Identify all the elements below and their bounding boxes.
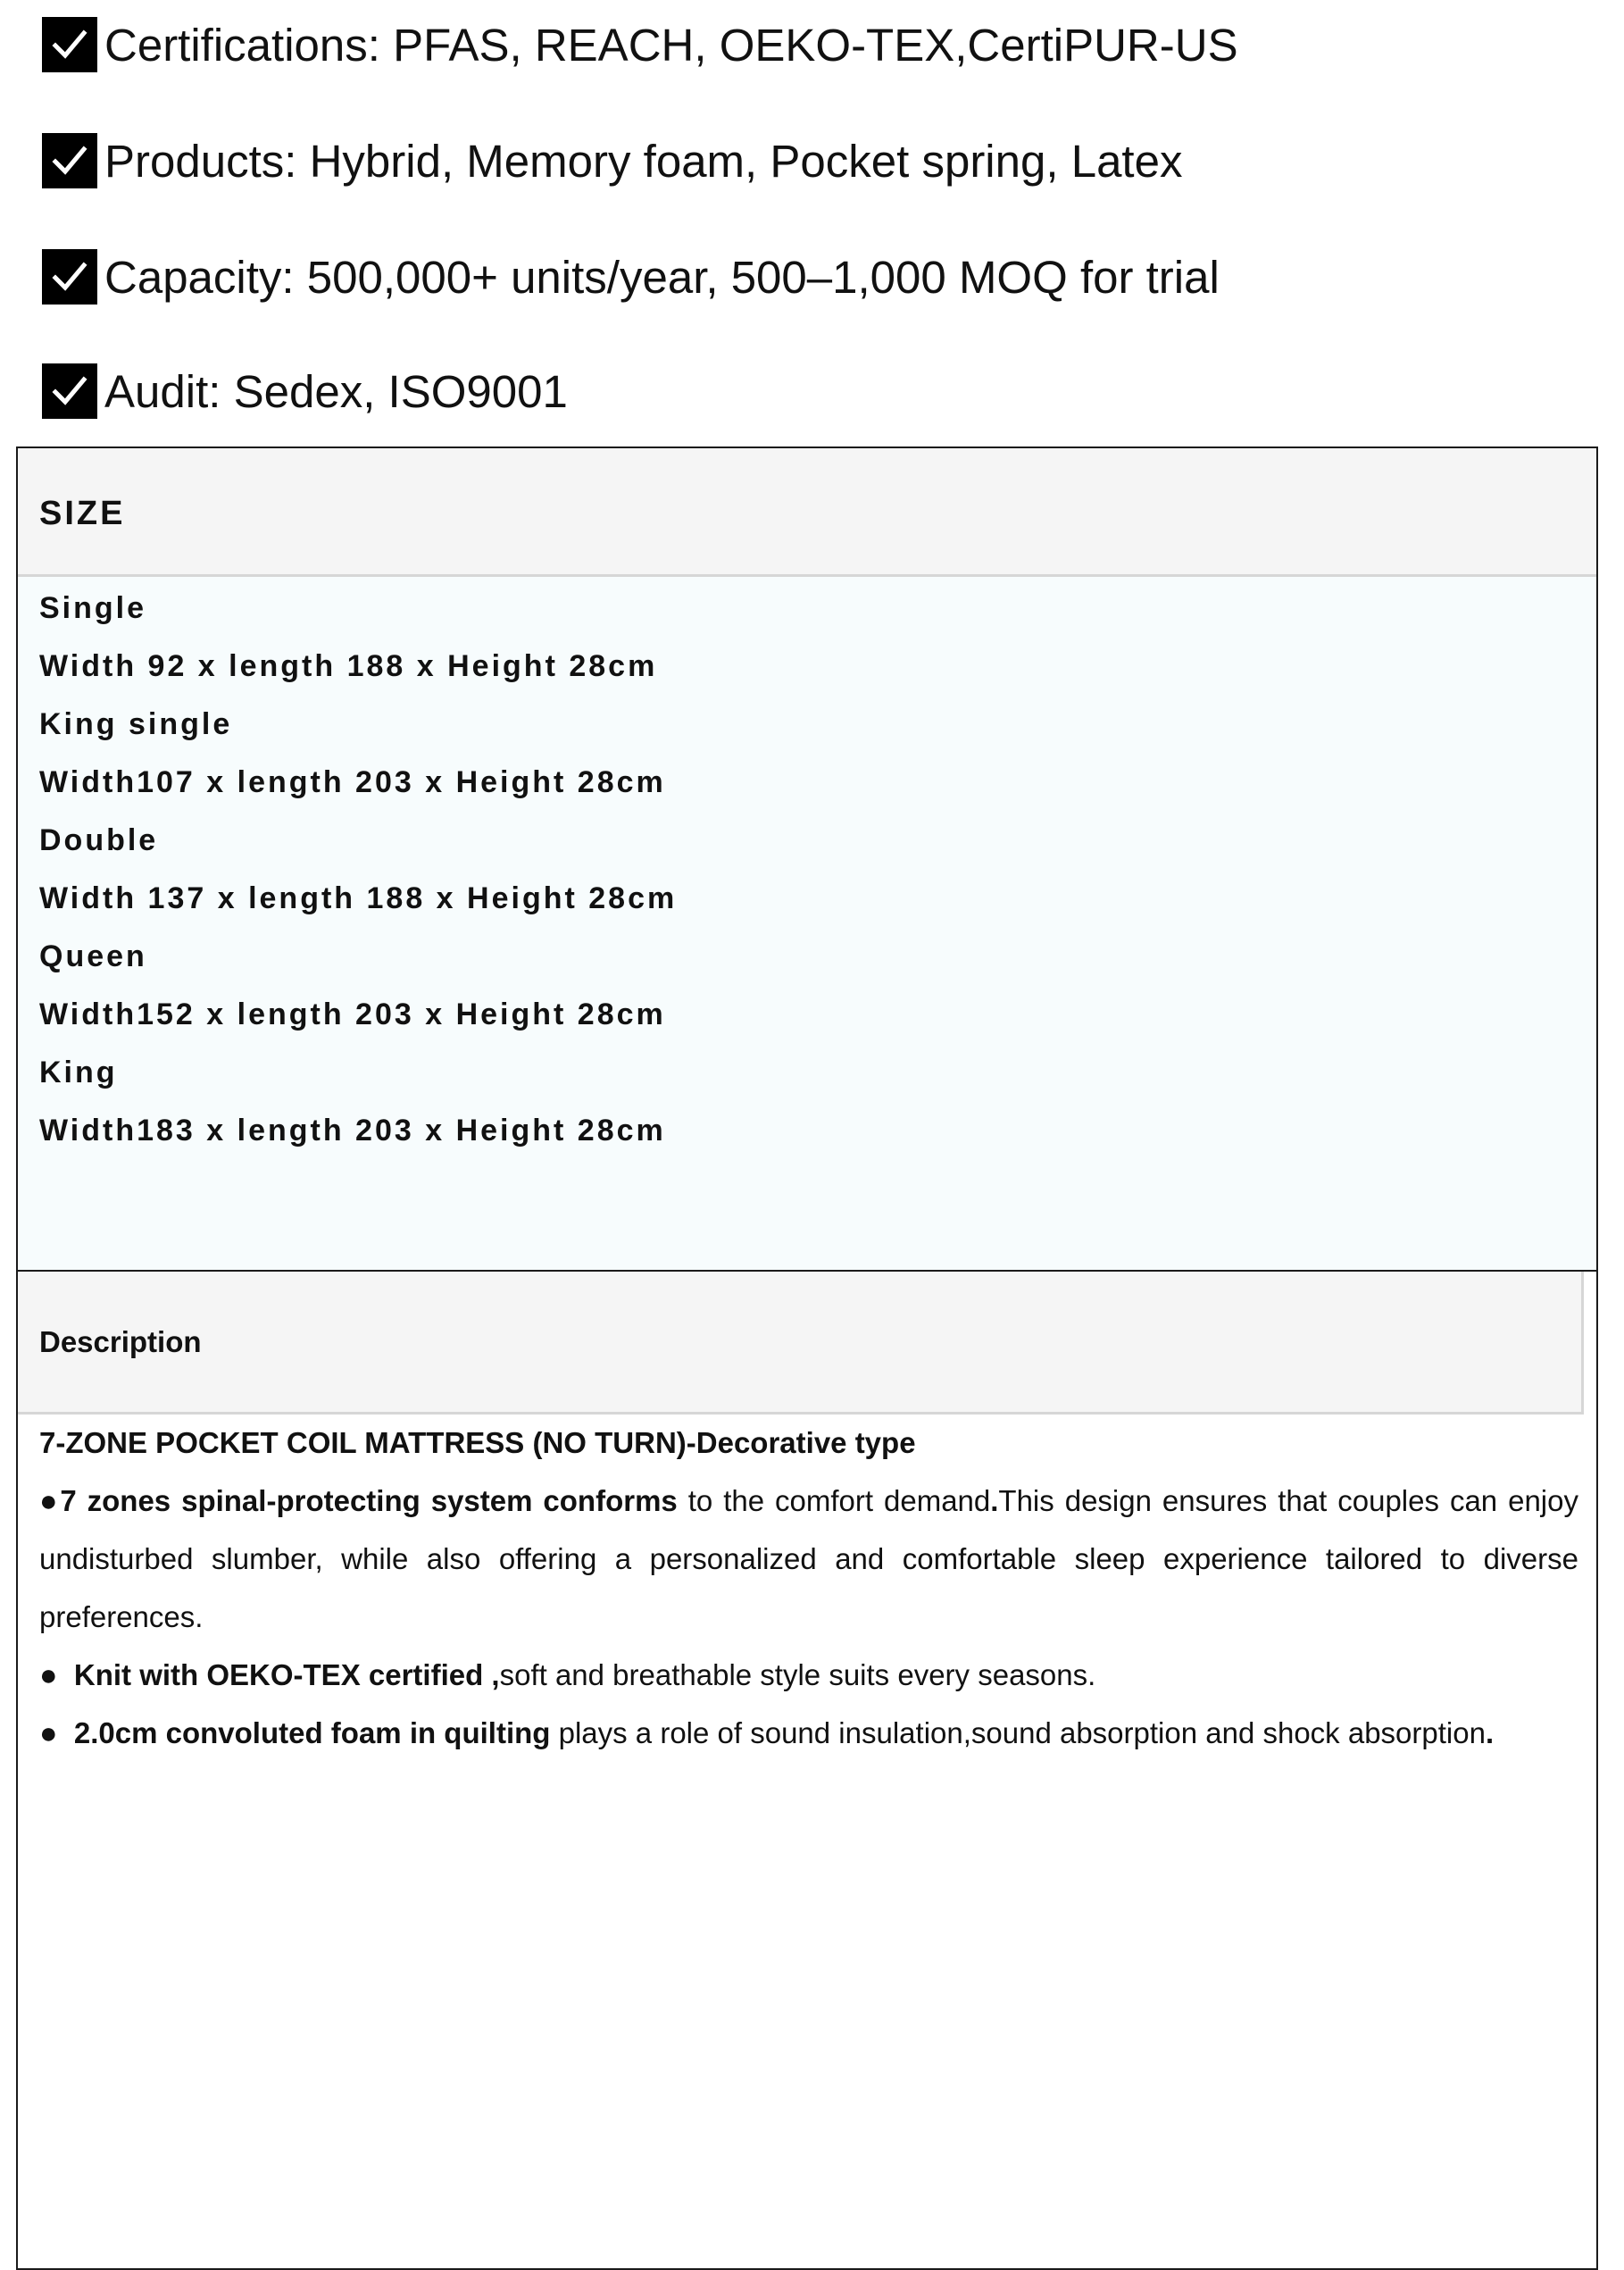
description-text: This design ensures that couples can enjoy (998, 1484, 1578, 1517)
description-bullet-item (39, 1705, 1578, 1762)
size-title: SIZE (39, 495, 126, 532)
description-text: . (1485, 1716, 1495, 1749)
spec-table (16, 446, 1598, 2270)
size-dimensions: Width152 x length 203 x Height 28cm (39, 997, 666, 1031)
size-name: Double (39, 823, 159, 857)
description-paragraph-line: preferences. (39, 1600, 204, 1633)
description-text: . (990, 1484, 999, 1517)
description-highlight: Knit with OEKO-TEX certified , (73, 1658, 500, 1691)
description-highlight: 2.0cm convoluted foam in quilting (73, 1716, 551, 1749)
description-text: to the comfort demand (677, 1484, 991, 1517)
feature-item-certifications (42, 9, 1238, 80)
checkbox-checked-icon (42, 249, 97, 305)
feature-text: Certifications: PFAS, REACH, OEKO-TEX,CertiPUR-US (104, 19, 1238, 71)
bullet-icon: ● (39, 1484, 61, 1518)
description-text: plays a role of sound insulation,sound absorption and shock absorption (550, 1716, 1486, 1749)
description-highlight: 7 zones spinal-protecting system conforms (60, 1484, 678, 1517)
feature-text: Products: Hybrid, Memory foam, Pocket spring, Latex (104, 135, 1183, 187)
checkbox-checked-icon (42, 17, 97, 72)
checkbox-checked-icon (42, 363, 97, 419)
checkbox-checked-icon (42, 133, 97, 188)
bullet-icon: ● (39, 1716, 58, 1750)
size-dimensions: Width183 x length 203 x Height 28cm (39, 1114, 666, 1148)
description-title: Description (39, 1325, 202, 1358)
size-dimensions: Width 92 x length 188 x Height 28cm (39, 649, 658, 683)
feature-item-products (42, 125, 1182, 196)
size-dimensions: Width107 x length 203 x Height 28cm (39, 765, 666, 799)
feature-text: Audit: Sedex, ISO9001 (104, 365, 568, 417)
description-paragraph-line (39, 1473, 1578, 1530)
size-name: Queen (39, 939, 147, 973)
feature-item-capacity (42, 241, 1220, 313)
bullet-icon: ● (39, 1658, 58, 1692)
description-text: soft and breathable style suits every seasons. (499, 1658, 1096, 1691)
size-name: Single (39, 591, 147, 625)
size-body (18, 577, 1596, 1272)
size-name: King single (39, 707, 233, 741)
size-name: King (39, 1056, 118, 1089)
description-heading: 7-ZONE POCKET COIL MATTRESS (NO TURN)-Decorative type (39, 1426, 916, 1459)
description-header (18, 1272, 1584, 1415)
description-paragraph-line: undisturbed slumber, while also offering a personalized and comfortable sleep experience tailored to diverse (39, 1542, 1578, 1575)
feature-item-audit (42, 355, 568, 427)
size-dimensions: Width 137 x length 188 x Height 28cm (39, 881, 678, 915)
size-header (18, 448, 1596, 577)
feature-text: Capacity: 500,000+ units/year, 500–1,000 MOQ for trial (104, 251, 1220, 303)
description-bullet-item (39, 1647, 1578, 1704)
